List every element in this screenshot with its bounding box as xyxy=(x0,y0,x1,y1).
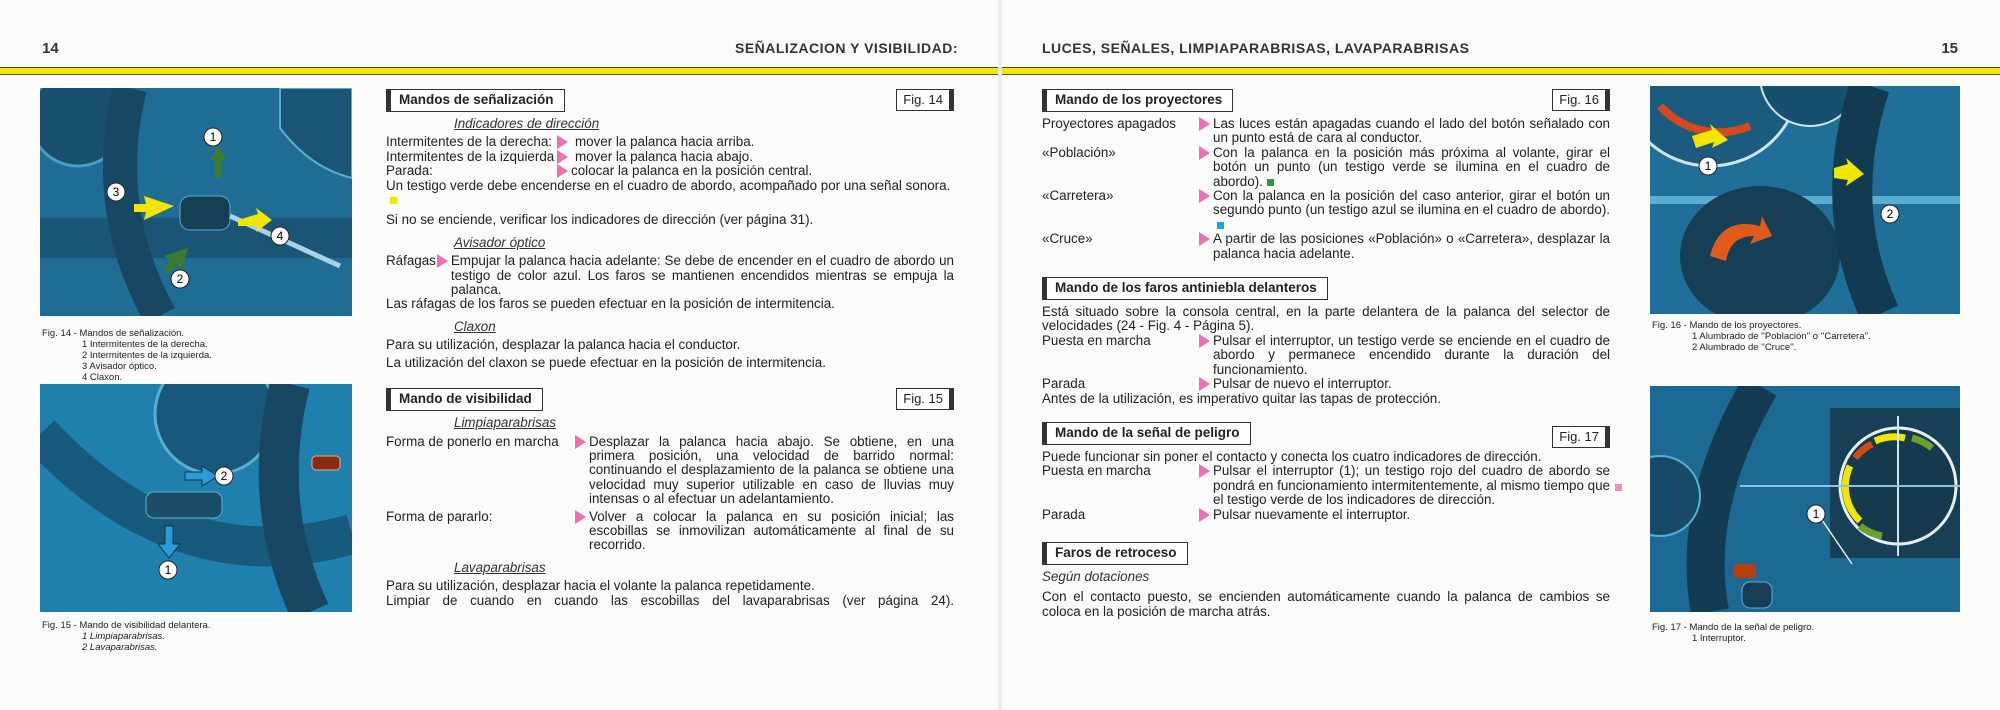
row-label: Forma de ponerlo en marcha xyxy=(386,433,559,449)
callout-2-label: 2 xyxy=(220,469,228,483)
caption-title: Fig. 14 - Mandos de señalización. xyxy=(42,328,185,339)
caption-item: 1 Limpiaparabrisas. xyxy=(82,631,165,642)
section-header xyxy=(1042,89,1610,111)
paragraph: Un testigo verde debe encenderse en el cuadro de abordo, acompañado por una señal sonora. xyxy=(386,177,951,193)
figure-15-callouts xyxy=(40,384,352,612)
instruction-row xyxy=(386,164,954,178)
pink-arrow-icon xyxy=(1199,146,1210,160)
right-page xyxy=(1002,0,2000,710)
row-label: Intermitentes de la izquierda xyxy=(386,148,555,164)
row-text: Con la palanca en la posición del caso anterior, girar el botón un segundo punto (un testigo azul se ilumina en el cuadro de abordo). xyxy=(1213,189,1610,232)
row-text: Pulsar de nuevo el interruptor. xyxy=(1213,376,1392,392)
subsection-title: Limpiaparabrisas xyxy=(454,415,556,431)
figure-reference: Fig. 15 xyxy=(896,388,954,410)
figure-reference: Fig. 17 xyxy=(1552,426,1610,448)
row-label: Puesta en marcha xyxy=(1042,463,1151,479)
paragraph: La utilización del claxon se puede efectuar en la posición de intermitencia. xyxy=(386,354,826,370)
callout-4-label: 4 xyxy=(276,229,284,243)
instruction-row xyxy=(1042,464,1610,507)
figure-17-callouts xyxy=(1650,386,1960,612)
row-label: Proyectores apagados xyxy=(1042,116,1176,131)
pink-arrow-icon xyxy=(557,150,568,164)
pink-arrow-icon xyxy=(1199,464,1210,478)
row-text: A partir de las posiciones «Población» o «Carretera», desplazar la palanca hacia adelante. xyxy=(1213,231,1610,261)
subsection-title: Avisador óptico xyxy=(454,234,546,250)
blue-indicator-icon xyxy=(1217,222,1224,229)
instruction-row xyxy=(386,150,954,164)
instruction-row xyxy=(386,435,954,507)
callout-2-label: 2 xyxy=(176,272,184,286)
paragraph: Las ráfagas de los faros se pueden efectuar en la posición de intermitencia. xyxy=(386,296,835,312)
instruction-row xyxy=(1042,377,1610,391)
caption-title: Fig. 17 - Mando de la señal de peligro. xyxy=(1652,622,1815,633)
paragraph: Está situado sobre la consola central, en la parte delantera de la palanca del selector de velocidades (24 - Fig. 4 - Página 5). xyxy=(1042,304,1610,334)
row-text: Las luces están apagadas cuando el lado del botón señalado con un punto está de cara al conductor. xyxy=(1213,116,1610,146)
paragraph: Si no se enciende, verificar los indicadores de dirección (ver página 31). xyxy=(386,212,814,228)
callout-1-label: 1 xyxy=(164,563,172,577)
figure-16-callouts xyxy=(1650,86,1960,314)
caption-item: 2 Alumbrado de ''Cruce''. xyxy=(1692,342,1797,353)
section-title: Mando de los proyectores xyxy=(1042,89,1233,112)
instruction-row xyxy=(1042,334,1610,377)
instruction-row xyxy=(1042,117,1610,146)
pink-arrow-icon xyxy=(575,510,586,524)
instruction-row xyxy=(386,510,954,553)
left-page xyxy=(0,0,998,710)
paragraph: Para su utilización, desplazar la palanca hacia el conductor. xyxy=(386,337,741,353)
row-label: «Carretera» xyxy=(1042,188,1114,204)
running-head: LUCES, SEÑALES, LIMPIAPARABRISAS, LAVAPARABRISAS xyxy=(1042,40,1470,56)
callout-1-label: 1 xyxy=(209,130,217,144)
yellow-indicator-icon xyxy=(390,197,397,204)
left-text-column xyxy=(386,89,954,608)
header-rule xyxy=(1002,67,2000,75)
callout-1-label: 1 xyxy=(1812,507,1820,521)
section-title: Faros de retroceso xyxy=(1042,542,1188,565)
figure-reference: Fig. 14 xyxy=(896,89,954,111)
row-text: colocar la palanca en la posición central. xyxy=(571,163,813,179)
row-label: Ráfagas xyxy=(386,253,436,269)
pink-arrow-icon xyxy=(1199,189,1210,203)
section-header xyxy=(1042,422,1610,444)
pink-arrow-icon xyxy=(437,254,448,268)
running-head: SEÑALIZACION Y VISIBILIDAD: xyxy=(734,40,958,56)
green-indicator-icon xyxy=(1267,179,1274,186)
row-label: Puesta en marcha xyxy=(1042,332,1151,348)
row-label: «Población» xyxy=(1042,144,1116,160)
callout-3-label: 3 xyxy=(112,185,120,199)
caption-title: Fig. 16 - Mando de los proyectores. xyxy=(1652,320,1802,331)
pink-arrow-icon xyxy=(1199,232,1210,246)
row-text: mover la palanca hacia arriba. xyxy=(575,134,755,150)
instruction-row xyxy=(386,135,954,149)
instruction-row xyxy=(1042,508,1610,522)
row-text: Volver a colocar la palanca en su posición inicial; las escobillas se inmovilizan automáticamente al final de su recorrido. xyxy=(589,508,954,553)
section-header xyxy=(386,388,954,410)
figure-17-caption xyxy=(1652,622,1972,644)
instruction-row xyxy=(1042,232,1610,261)
callout-1-label: 1 xyxy=(1704,159,1712,173)
caption-item: 2 Intermitentes de la izquierda. xyxy=(82,350,212,361)
section-title: Mando de la señal de peligro xyxy=(1042,422,1251,445)
pink-arrow-icon xyxy=(1199,334,1210,348)
figure-14-callouts xyxy=(40,88,352,316)
caption-item: 4 Claxon. xyxy=(82,372,123,383)
figure-reference: Fig. 16 xyxy=(1552,89,1610,111)
caption-item: 1 Alumbrado de ''Población'' o ''Carretera''. xyxy=(1692,331,1871,342)
subsection-title: Indicadores de dirección xyxy=(454,116,600,131)
pink-arrow-icon xyxy=(1199,508,1210,522)
row-label: Forma de pararlo: xyxy=(386,508,493,524)
paragraph: Puede funcionar sin poner el contacto y conecta los cuatro indicadores de dirección. xyxy=(1042,448,1542,464)
note: Según dotaciones xyxy=(1042,568,1150,584)
figure-14-caption xyxy=(42,328,342,383)
paragraph: Para su utilización, desplazar hacia el volante la palanca repetidamente. xyxy=(386,578,815,594)
header-rule xyxy=(0,67,998,75)
row-text: mover la palanca hacia abajo. xyxy=(575,148,753,164)
pink-arrow-icon xyxy=(557,164,568,178)
section-title: Mando de los faros antiniebla delanteros xyxy=(1042,277,1328,300)
paragraph: Antes de la utilización, es imperativo quitar las tapas de protección. xyxy=(1042,390,1441,406)
right-text-column xyxy=(1042,89,1610,619)
row-label: Parada xyxy=(1042,376,1086,392)
row-label: Parada: xyxy=(386,163,433,179)
row-text: Con la palanca en la posición más próxima al volante, girar el botón un punto (un testigo verde se ilumina en el cuadro de abordo). xyxy=(1213,144,1610,189)
figure-15-caption xyxy=(42,620,342,653)
instruction-row xyxy=(1042,189,1610,232)
row-label: Parada xyxy=(1042,506,1086,522)
subsection-title: Lavaparabrisas xyxy=(454,559,546,575)
row-text: Desplazar la palanca hacia abajo. Se obtiene, en una primera posición, una velocidad de barrido normal: continuando el desplazamiento de la palanca se obtiene una velocidad muy superior utilizable en caso de lluvias muy intensas o al efectuar un adelantamiento. xyxy=(589,433,954,507)
paragraph: Con el contacto puesto, se encienden automáticamente cuando la palanca de cambios se coloca en la posición de marcha atrás. xyxy=(1042,589,1610,619)
paragraph: Limpiar de cuando en cuando las escobillas del lavaparabrisas (ver página 24). xyxy=(386,592,954,608)
pink-indicator-icon xyxy=(1615,484,1622,491)
pink-arrow-icon xyxy=(557,135,568,149)
subsection-title: Claxon xyxy=(454,318,496,334)
pink-arrow-icon xyxy=(1199,377,1210,391)
pink-arrow-icon xyxy=(1199,117,1210,131)
caption-item: 1 Interruptor. xyxy=(1692,633,1746,644)
section-header xyxy=(386,89,954,111)
row-text: Empujar la palanca hacia adelante: Se debe de encender en el cuadro de abordo un testigo de color azul. Los faros se mantienen encendidos mientras se empuja la palanca. xyxy=(450,253,954,298)
section-title: Mando de visibilidad xyxy=(386,388,543,411)
page-number: 14 xyxy=(42,40,59,57)
row-text: Pulsar nuevamente el interruptor. xyxy=(1213,506,1411,522)
row-text: Pulsar el interruptor, un testigo verde se enciende en el cuadro de abordo y permanece encendido durante la duración del funcionamiento. xyxy=(1213,332,1610,377)
caption-item: 3 Avisador óptico. xyxy=(82,361,157,372)
page-number: 15 xyxy=(1941,40,1958,57)
instruction-row xyxy=(386,254,954,297)
row-label: «Cruce» xyxy=(1042,231,1093,247)
section-title: Mandos de señalización xyxy=(386,89,565,112)
section-header xyxy=(1042,277,1610,299)
callout-2-label: 2 xyxy=(1886,207,1894,221)
caption-title: Fig. 15 - Mando de visibilidad delantera. xyxy=(42,620,211,631)
pink-arrow-icon xyxy=(575,435,586,449)
caption-item: 2 Lavaparabrisas. xyxy=(82,642,158,653)
figure-16-caption xyxy=(1652,320,1972,353)
row-label: Intermitentes de la derecha: xyxy=(386,134,552,150)
caption-item: 1 Intermitentes de la derecha. xyxy=(82,339,208,350)
row-text: Pulsar el interruptor (1); un testigo rojo del cuadro de abordo se pondrá en funcionamiento intermitentemente, al mismo tiempo que el testigo verde de los indicadores de dirección. xyxy=(1213,463,1610,508)
section-header xyxy=(1042,542,1610,564)
instruction-row xyxy=(1042,146,1610,189)
